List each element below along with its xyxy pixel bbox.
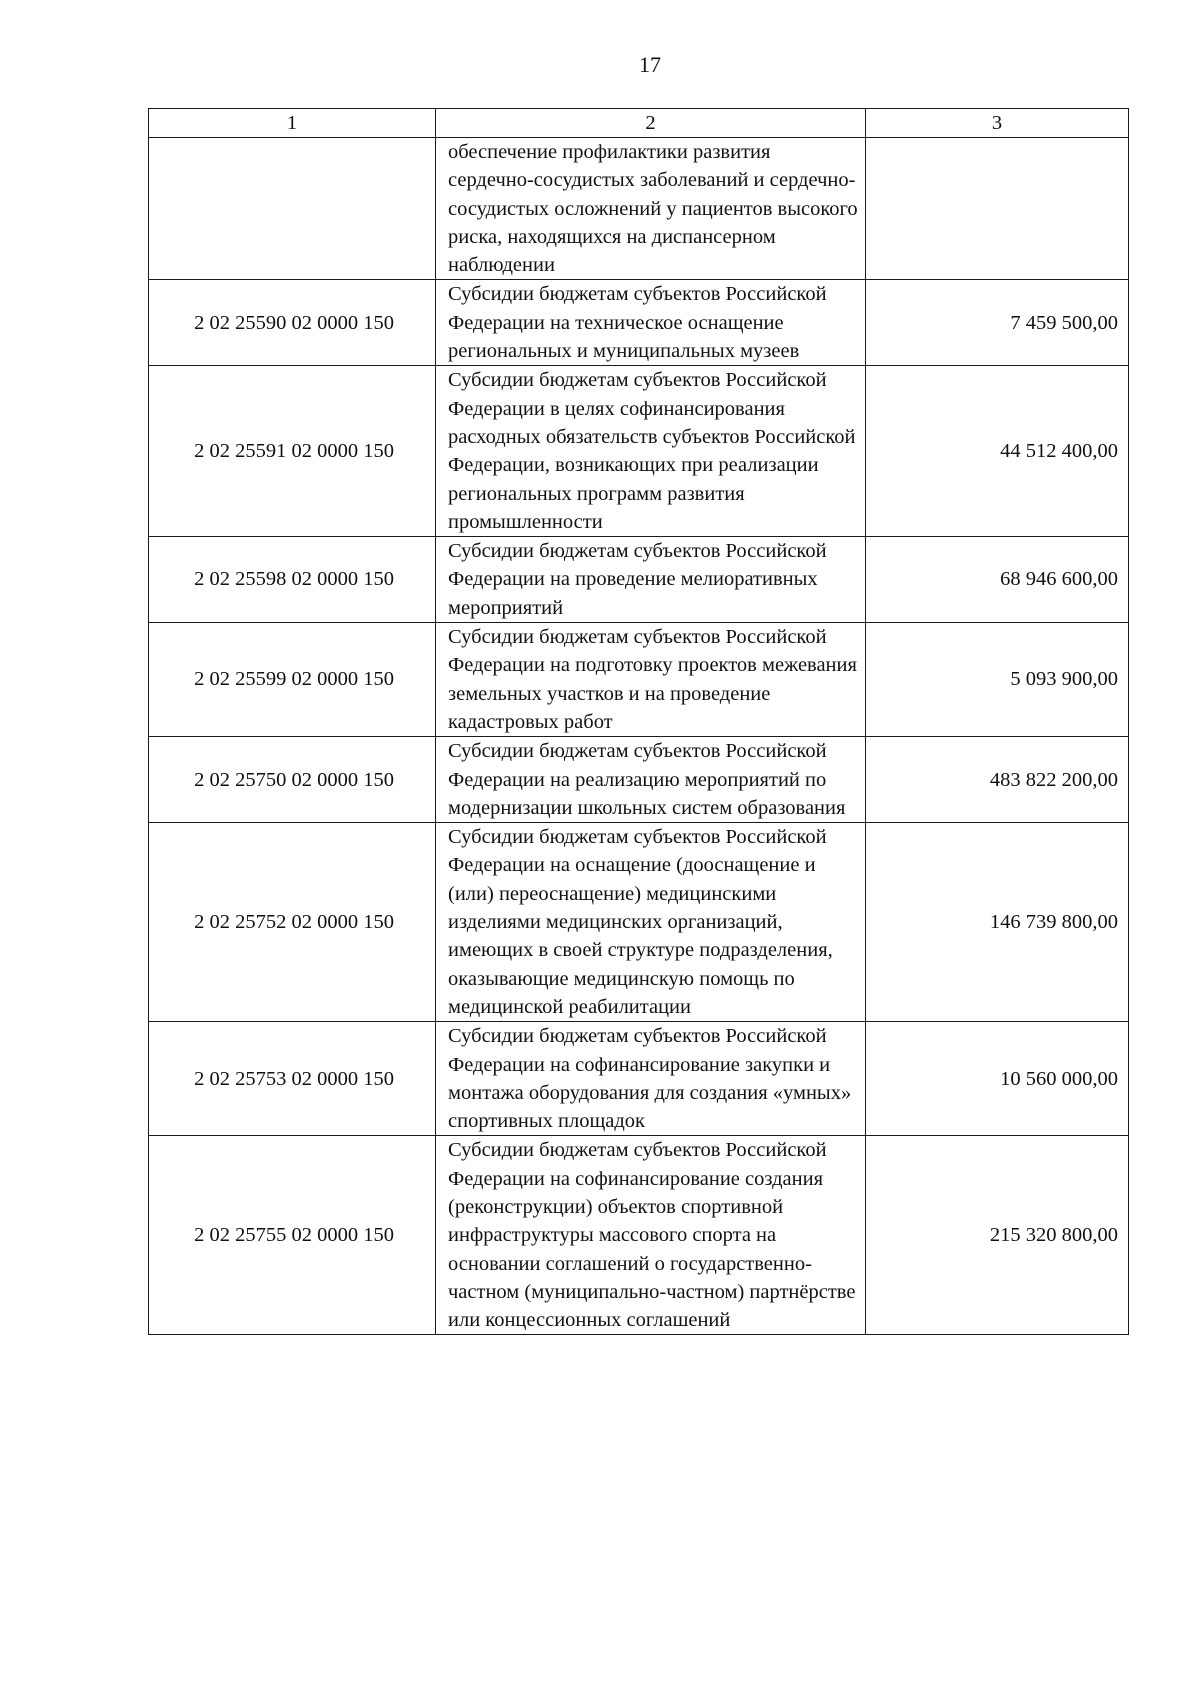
description-cell: Субсидии бюджетам субъектов Российской Федерации на проведение мелиоративных мероприятий bbox=[436, 537, 866, 623]
amount-cell: 44 512 400,00 bbox=[866, 366, 1129, 537]
table-row bbox=[149, 737, 1129, 823]
column-header-3: 3 bbox=[866, 109, 1129, 138]
budget-code-cell: 2 02 25591 02 0000 150 bbox=[149, 366, 436, 537]
budget-code-cell: 2 02 25755 02 0000 150 bbox=[149, 1136, 436, 1335]
table-row bbox=[149, 366, 1129, 537]
amount-cell: 5 093 900,00 bbox=[866, 623, 1129, 737]
table-row bbox=[149, 1022, 1129, 1136]
amount-cell: 146 739 800,00 bbox=[866, 823, 1129, 1022]
description-cell: Субсидии бюджетам субъектов Российской Федерации на софинансирование создания (реконструкции) объектов спортивной инфраструктуры массового спорта на основании соглашений о государственно-частном (муниципально-частном) партнёрстве или концессионных соглашений bbox=[436, 1136, 866, 1335]
description-cell: Субсидии бюджетам субъектов Российской Федерации на техническое оснащение региональных и муниципальных музеев bbox=[436, 280, 866, 366]
table-row bbox=[149, 537, 1129, 623]
budget-code-cell: 2 02 25750 02 0000 150 bbox=[149, 737, 436, 823]
table-row bbox=[149, 280, 1129, 366]
description-cell: Субсидии бюджетам субъектов Российской Федерации на софинансирование закупки и монтажа оборудования для создания «умных» спортивных площадок bbox=[436, 1022, 866, 1136]
table-header-row bbox=[149, 109, 1129, 138]
table-row bbox=[149, 1136, 1129, 1335]
table-row bbox=[149, 623, 1129, 737]
description-cell: обеспечение профилактики развития сердечно-сосудистых заболеваний и сердечно-сосудистых осложнений у пациентов высокого риска, находящихся на диспансерном наблюдении bbox=[436, 138, 866, 280]
amount-cell: 7 459 500,00 bbox=[866, 280, 1129, 366]
page-number: 17 bbox=[639, 52, 661, 77]
budget-code-cell: 2 02 25599 02 0000 150 bbox=[149, 623, 436, 737]
budget-code-cell bbox=[149, 138, 436, 280]
description-cell: Субсидии бюджетам субъектов Российской Федерации на реализацию мероприятий по модернизации школьных систем образования bbox=[436, 737, 866, 823]
budget-code-cell: 2 02 25598 02 0000 150 bbox=[149, 537, 436, 623]
table-row bbox=[149, 823, 1129, 1022]
amount-cell: 68 946 600,00 bbox=[866, 537, 1129, 623]
description-cell: Субсидии бюджетам субъектов Российской Федерации в целях софинансирования расходных обязательств субъектов Российской Федерации, возникающих при реализации региональных программ развития промышленности bbox=[436, 366, 866, 537]
column-header-2: 2 bbox=[436, 109, 866, 138]
budget-code-cell: 2 02 25752 02 0000 150 bbox=[149, 823, 436, 1022]
table-row bbox=[149, 138, 1129, 280]
description-cell: Субсидии бюджетам субъектов Российской Федерации на подготовку проектов межевания земельных участков и на проведение кадастровых работ bbox=[436, 623, 866, 737]
amount-cell bbox=[866, 138, 1129, 280]
amount-cell: 483 822 200,00 bbox=[866, 737, 1129, 823]
budget-code-cell: 2 02 25753 02 0000 150 bbox=[149, 1022, 436, 1136]
amount-cell: 10 560 000,00 bbox=[866, 1022, 1129, 1136]
amount-cell: 215 320 800,00 bbox=[866, 1136, 1129, 1335]
budget-revenue-table bbox=[148, 108, 1129, 1335]
description-cell: Субсидии бюджетам субъектов Российской Федерации на оснащение (дооснащение и (или) переоснащение) медицинскими изделиями медицинских организаций, имеющих в своей структуре подразделения, оказывающие медицинскую помощь по медицинской реабилитации bbox=[436, 823, 866, 1022]
column-header-1: 1 bbox=[149, 109, 436, 138]
budget-code-cell: 2 02 25590 02 0000 150 bbox=[149, 280, 436, 366]
